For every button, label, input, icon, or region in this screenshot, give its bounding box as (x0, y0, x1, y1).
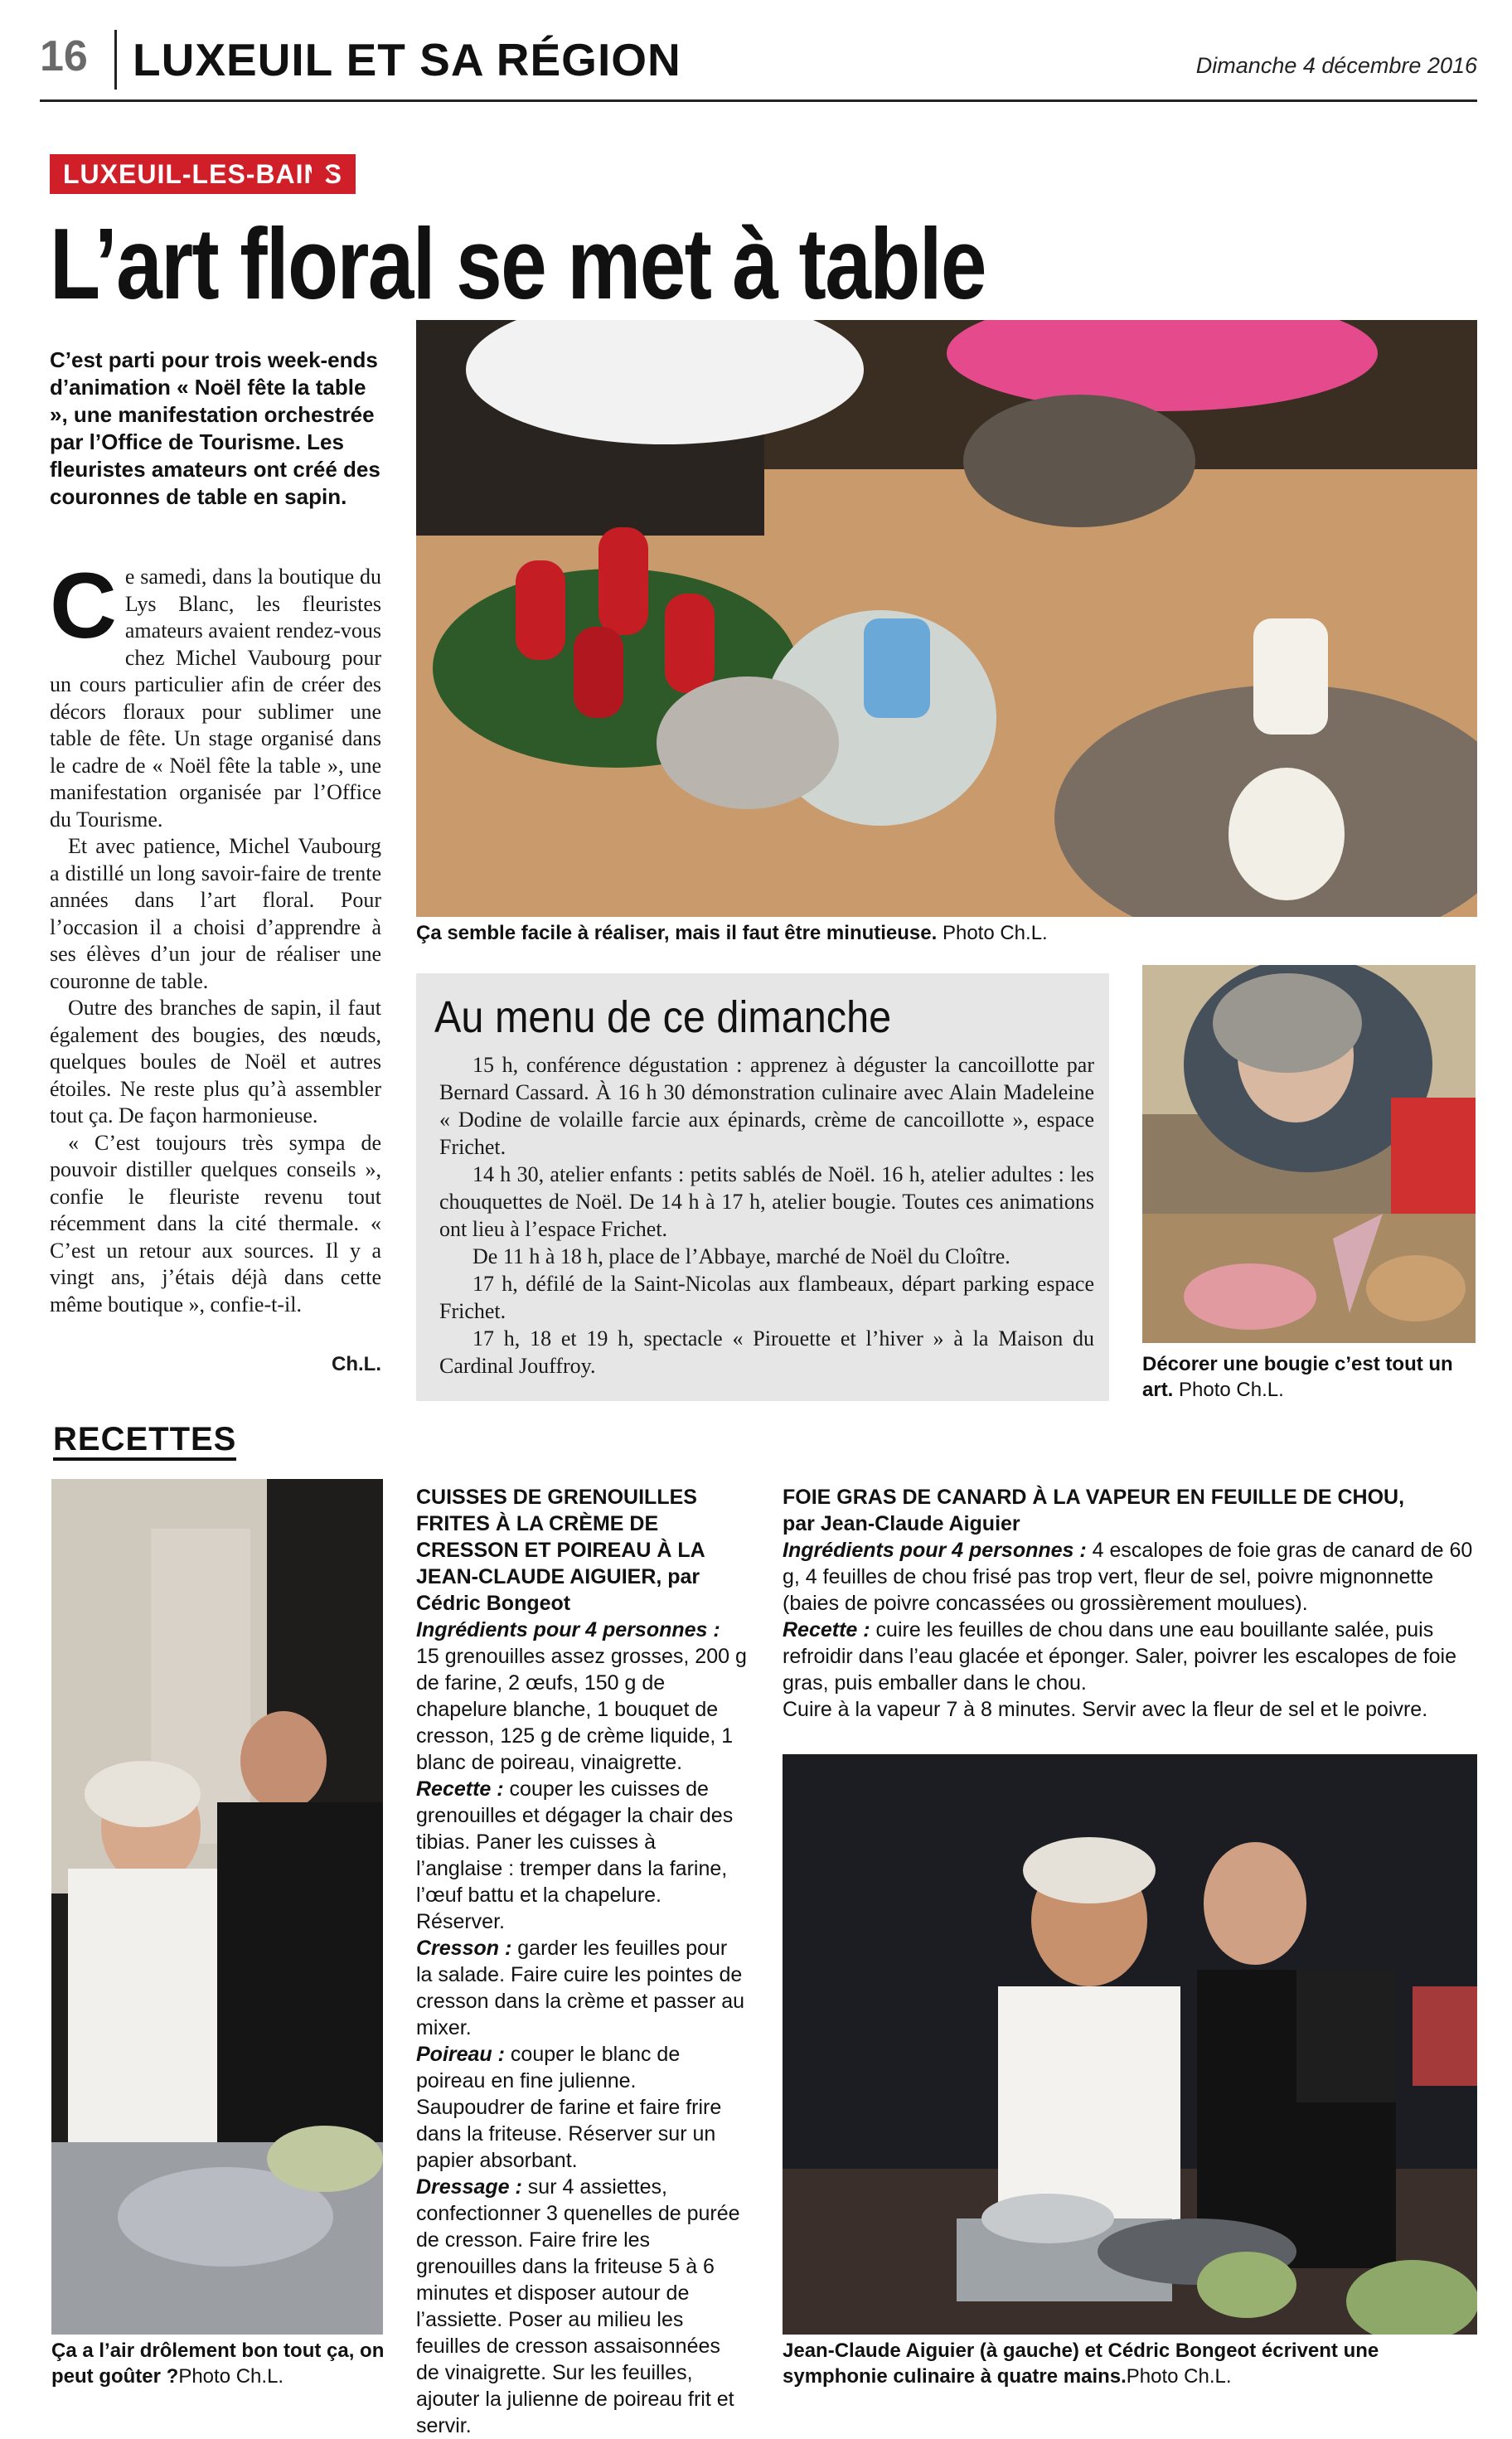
recipe-text: couper le blanc de poireau en fine julienne. Saupoudrer de farine et faire frire dans la friteuse. Réserver sur un papier absorbant. (416, 2043, 722, 2172)
recipe-author: par Jean-Claude Aiguier (783, 1512, 1020, 1535)
recipe-text: sur 4 assiettes, confectionner 3 quenelles de purée de cresson. Faire frire les grenouilles dans la friteuse 5 à 6 minutes et disposer autour de l’assiette. Poser au milieu les feuilles de cresson assaisonnées de vinaigrette. Sur les feuilles, ajouter la julienne de poireau frit et servir. (416, 2175, 740, 2437)
menu-item: 14 h 30, atelier enfants : petits sablés de Noël. 16 h, atelier adultes : les chouquettes de Noël. De 14 h à 17 h, atelier bougie. Toutes ces animations ont lieu à l’espace Frichet. (439, 1162, 1094, 1241)
photo-credit: Photo Ch.L. (1126, 2365, 1232, 2388)
recipe-foie-gras (783, 1484, 1476, 1723)
recipe-label: Recette : (416, 1777, 504, 1801)
photo-chefs-cooking-image (51, 1479, 383, 2335)
photo-caption (1142, 1351, 1476, 1403)
photo-caption (783, 2338, 1477, 2389)
article-body (50, 554, 381, 1318)
photo-caption (416, 920, 1477, 946)
drop-cap: C (50, 554, 117, 657)
header-rule (40, 99, 1477, 102)
menu-item: De 11 h à 18 h, place de l’Abbaye, marché de Noël du Cloître. (472, 1244, 1010, 1268)
recipe-label: Poireau : (416, 2043, 505, 2066)
article-title: L’art floral se met à table (50, 207, 986, 320)
recipe-label: Ingrédients pour 4 personnes : (416, 1618, 720, 1641)
menu-item: 15 h, conférence dégustation : apprenez à déguster la cancoillotte par Bernard Cassard. À 16 h 30 démonstration culinaire avec Alain Madeleine « Dodine de volaille farcie aux épinards, crème de cancoillotte », espace Frichet. (439, 1053, 1094, 1159)
paragraph: Et avec patience, Michel Vaubourg a distillé un long savoir-faire de trente années dans l’art floral. Pour l’occasion il a choisi d’apprendre à ses élèves d’un jour de réaliser une couronne de table. (50, 834, 381, 993)
menu-box-title: Au menu de ce dimanche (434, 992, 892, 1042)
recipe-text: cuire les feuilles de chou dans une eau bouillante salée, puis refroidir dans l’eau glacée et éponger. Saler, poivrer les escalopes de foie gras, puis emballer dans le chou. (783, 1618, 1457, 1695)
issue-date: Dimanche 4 décembre 2016 (1195, 53, 1477, 78)
photo-candle-decoration (1142, 965, 1476, 1343)
page-number: 16 (40, 32, 88, 80)
caption-text: Ça a l’air drôlement bon tout ça, on peut goûter ? (51, 2340, 385, 2388)
header-divider (114, 30, 117, 90)
recipe-step (416, 2041, 748, 2174)
article-signature: Ch.L. (332, 1353, 381, 1375)
recipe-frog-legs (416, 1484, 748, 2439)
recipe-label: Cresson : (416, 1937, 512, 1960)
photo-candle-decoration-image (1142, 965, 1476, 1343)
caption-text: Décorer une bougie c’est tout un art. (1142, 1353, 1453, 1401)
article-kicker: LUXEUIL-LES-BAINS (50, 154, 356, 194)
caption-text: Ça semble facile à réaliser, mais il faut être minutieuse. (416, 922, 938, 944)
recipe-text: 4 escalopes de foie gras de canard de 60 g, 4 feuilles de chou frisé pas trop vert, fleur de sel, poivre mignonnette (baies de poivre concassées ou grossièrement moulues). (783, 1539, 1473, 1615)
recipe-ingredients (783, 1537, 1476, 1617)
article-lead: C’est parti pour trois week-ends d’animation « Noël fête la table », une manifestation orchestrée par l’Office de Tourisme. Les fleuristes amateurs ont créé des couronnes de table en sapin. (50, 347, 380, 509)
paragraph-text: e samedi, dans la boutique du Lys Blanc, les fleuristes amateurs avaient rendez-vous chez Michel Vaubourg pour un cours particulier afin de créer des décors floraux pour sublimer une table de fête. Un stage organisé dans le cadre de « Noël fête la table », une manifestation organisée par l’Office du Tourisme. (50, 565, 381, 832)
menu-item: 17 h, défilé de la Saint-Nicolas aux flambeaux, départ parking espace Frichet. (439, 1272, 1094, 1323)
recipe-label: Recette : (783, 1618, 870, 1641)
recipe-text: garder les feuilles pour la salade. Faire cuire les pointes de cresson dans la crème et passer au mixer. (416, 1937, 745, 2039)
photo-chefs-cooking (51, 1479, 383, 2335)
photo-two-chefs-image (783, 1754, 1477, 2335)
recipe-label: Ingrédients pour 4 personnes : (783, 1539, 1087, 1562)
recipe-step (416, 2174, 748, 2439)
photo-credit: Photo Ch.L. (937, 922, 1048, 944)
recipe-label: Dressage : (416, 2175, 522, 2199)
photo-two-chefs (783, 1754, 1477, 2335)
photo-credit: Photo Ch.L. (1173, 1379, 1284, 1401)
recipe-step (416, 1935, 748, 2041)
photo-floral-workshop-image (416, 320, 1477, 917)
recipe-title: FOIE GRAS DE CANARD À LA VAPEUR EN FEUILLE DE CHOU, (783, 1486, 1405, 1509)
photo-floral-workshop (416, 320, 1477, 917)
recipe-title: CUISSES DE GRENOUILLES FRITES À LA CRÈME DE CRESSON ET POIREAU À LA JEAN-CLAUDE AIGUIER, par Cédric Bongeot (416, 1486, 705, 1615)
menu-box-body (439, 1051, 1094, 1380)
recipe-step (416, 1776, 748, 1935)
recettes-heading: RECETTES (53, 1421, 236, 1461)
caption-text: Jean-Claude Aiguier (à gauche) et Cédric Bongeot écrivent une symphonie culinaire à quatre mains. (783, 2340, 1379, 2388)
photo-credit: Photo Ch.L. (178, 2365, 284, 2388)
paragraph: « C’est toujours très sympa de pouvoir distiller quelques conseils », confie le fleuriste revenu tout récemment dans la cité thermale. « C’est un retour aux sources. Il y a vingt ans, j’étais déjà dans cette même boutique », confie-t-il. (50, 1130, 381, 1316)
photo-caption (51, 2338, 391, 2389)
recipe-step (783, 1617, 1476, 1696)
section-title: LUXEUIL ET SA RÉGION (133, 34, 681, 85)
kicker-arrow (312, 154, 332, 194)
recipe-ingredients (416, 1617, 748, 1776)
paragraph (50, 554, 381, 833)
recipe-text: couper les cuisses de grenouilles et dégager la chair des tibias. Paner les cuisses à l’anglaise : tremper dans la farine, l’œuf battu et la chapelure. Réserver. (416, 1777, 734, 1933)
recipe-text: 15 grenouilles assez grosses, 200 g de farine, 2 œufs, 150 g de chapelure blanche, 1 bouquet de cresson, 125 g de crème liquide, 1 blanc de poireau, vinaigrette. (416, 1645, 747, 1774)
menu-item: 17 h, 18 et 19 h, spectacle « Pirouette et l’hiver » à la Maison du Cardinal Jouffroy. (439, 1326, 1094, 1378)
paragraph: Outre des branches de sapin, il faut également des bougies, des nœuds, quelques boules de Noël et autres étoiles. Ne reste plus qu’à assembler tout ça. De façon harmonieuse. (50, 996, 381, 1127)
recipe-step: Cuire à la vapeur 7 à 8 minutes. Servir avec la fleur de sel et le poivre. (783, 1698, 1428, 1721)
